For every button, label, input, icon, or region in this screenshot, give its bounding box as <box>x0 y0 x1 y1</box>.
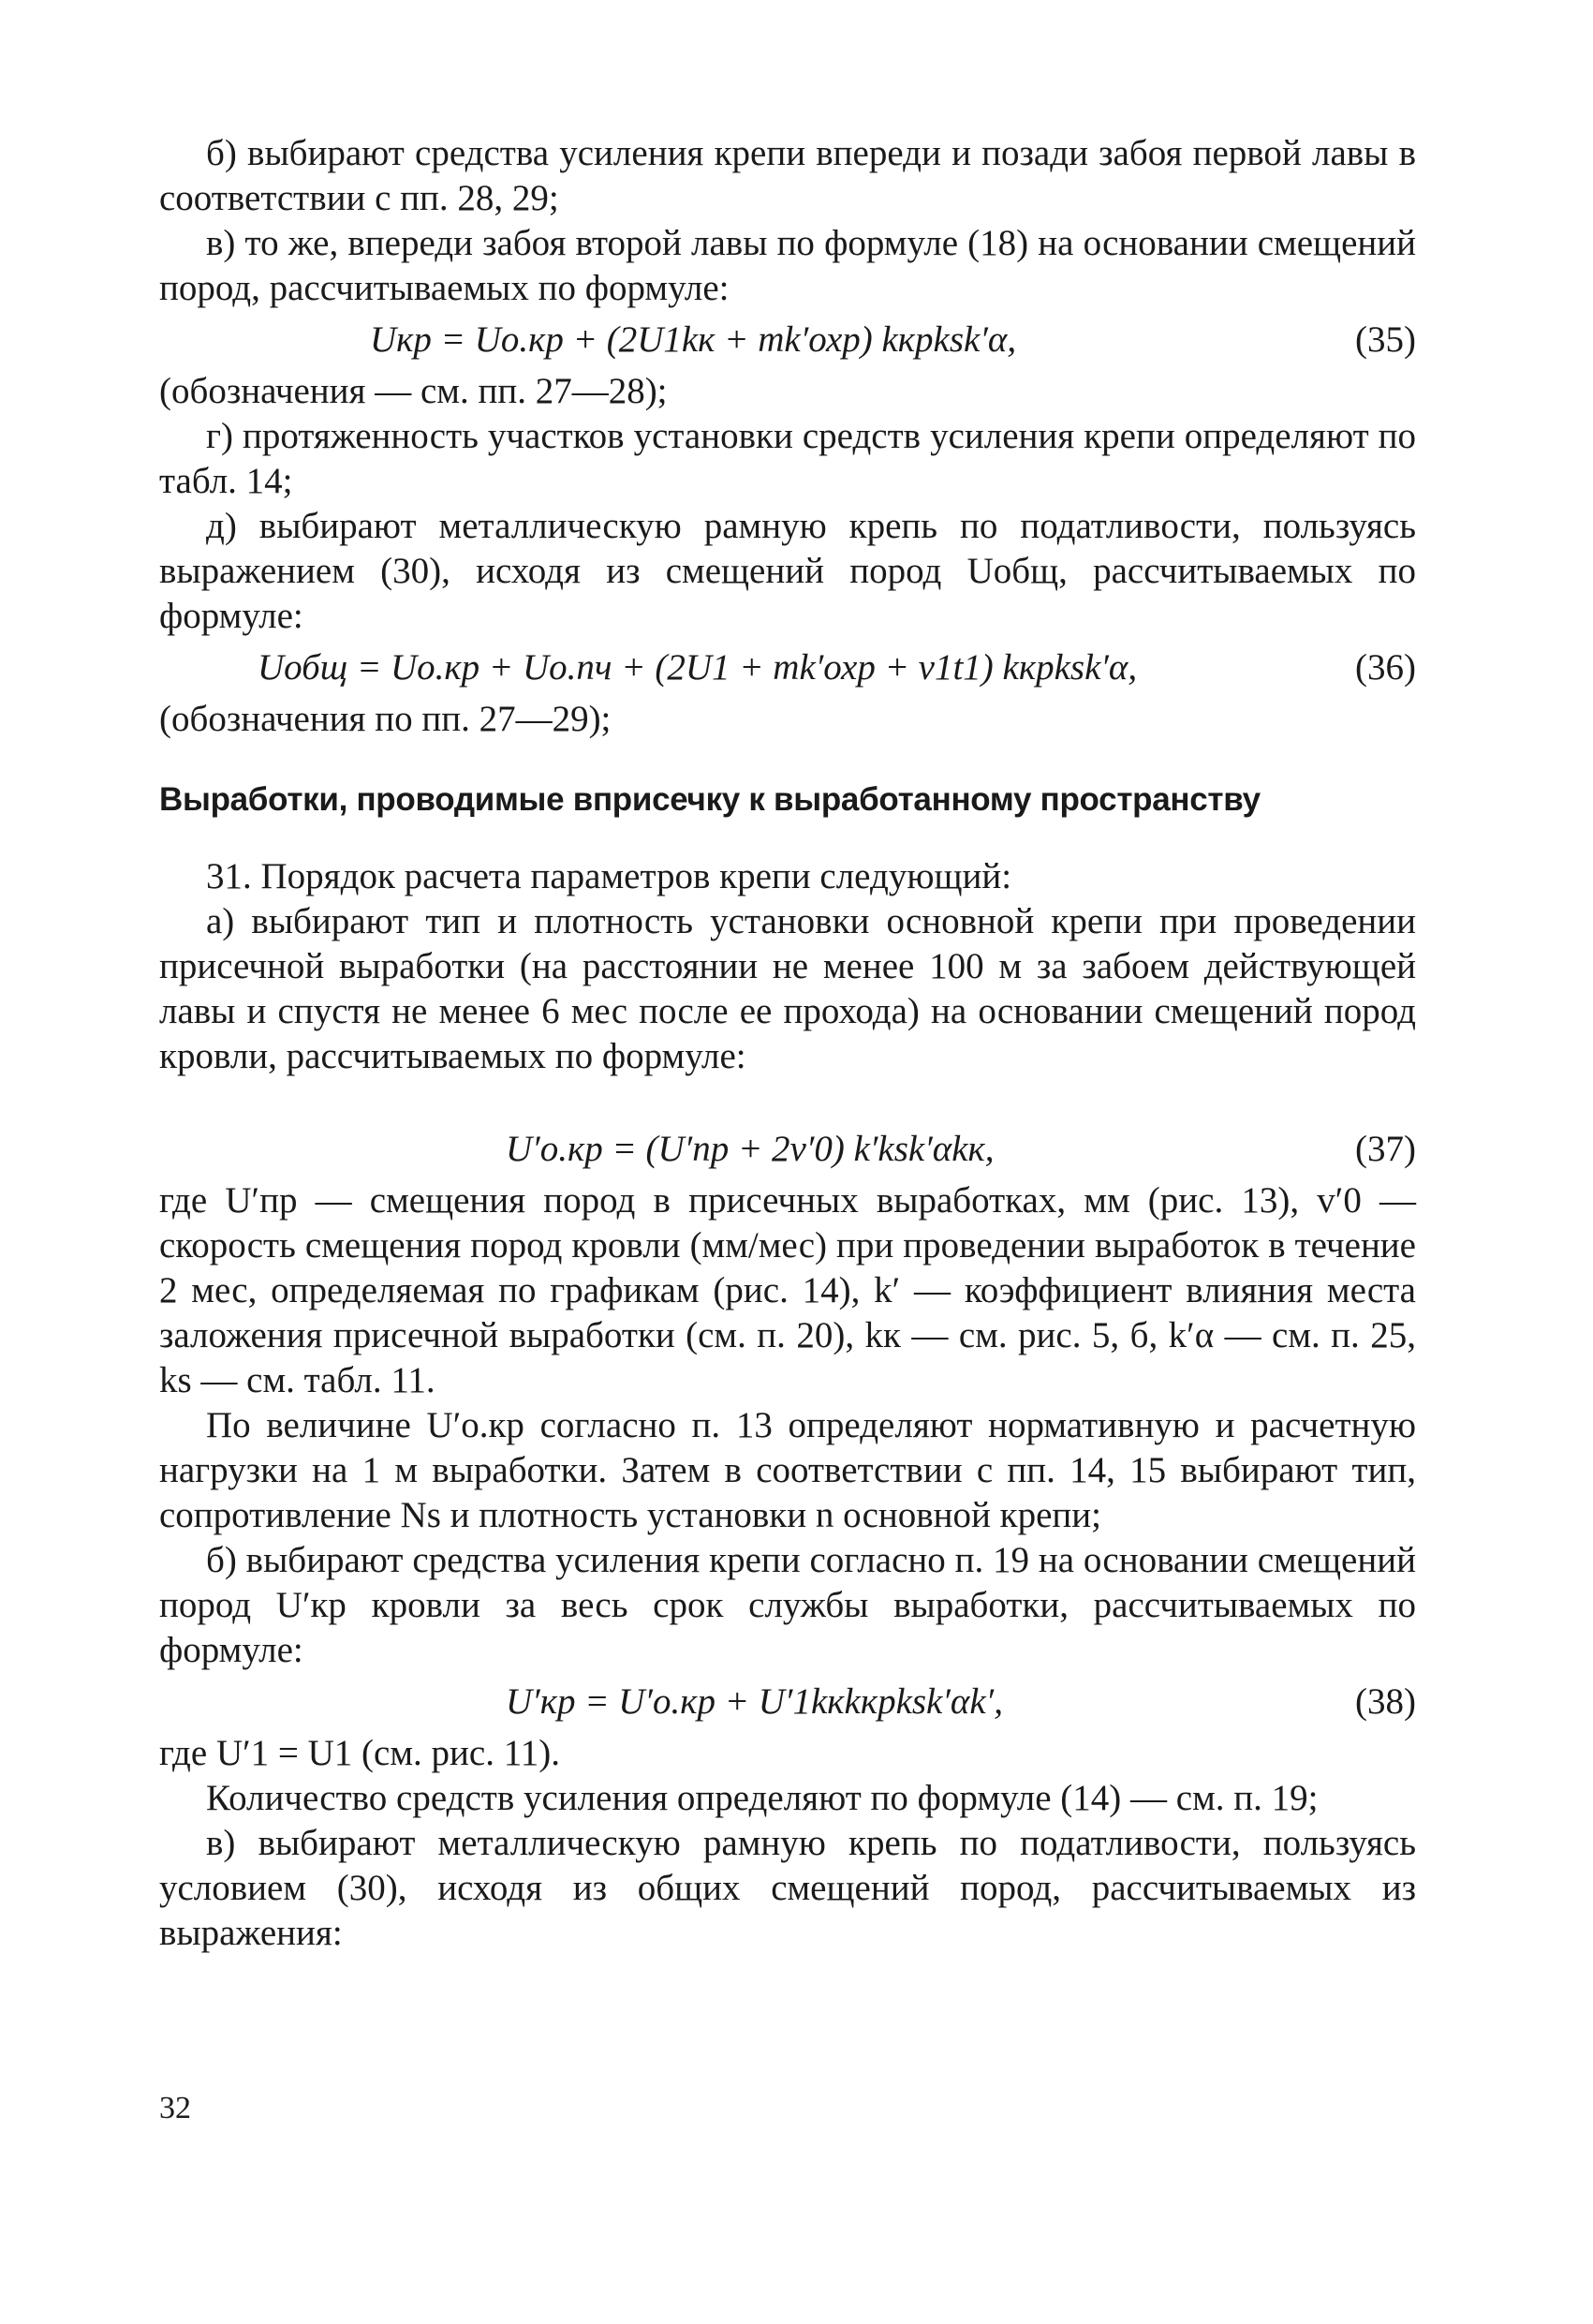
formula-38-number: (38) <box>1355 1681 1416 1722</box>
formula-35-expression: Uкр = Uо.кр + (2U1kк + mk′охр) kкрksk′α, <box>370 319 1017 360</box>
paragraph-where2: где U′1 = U1 (см. рис. 11). <box>159 1733 561 1773</box>
paragraph-b2: б) выбирают средства усиления крепи согласно п. 19 на основании смещений пород U′кр кровли за весь срок службы выработки, рассчитываемых по формуле: <box>159 1540 1416 1670</box>
formula-36-number: (36) <box>1355 647 1416 688</box>
formula-38-expression: U′кр = U′о.кр + U′1kкkкрksk′αk′, <box>506 1681 1003 1722</box>
paragraph-quantity: Количество средств усиления определяют по формуле (14) — см. п. 19; <box>206 1778 1319 1818</box>
paragraph-byvalue: По величине U′о.кр согласно п. 13 определяют нормативную и расчетную нагрузки на 1 м выработки. Затем в соответствии с пп. 14, 15 выбирают тип, сопротивление Ns и плотность установки n основной крепи; <box>159 1405 1416 1535</box>
formula-37 <box>159 1124 1416 1175</box>
section-heading: Выработки, проводимые вприсечку к выработанному пространству <box>159 781 1261 818</box>
paragraph-b1: б) выбирают средства усиления крепи впереди и позади забоя первой лавы в соответствии с пп. 28, 29; <box>159 133 1416 218</box>
paragraph-where1: где U′пр — смещения пород в присечных выработках, мм (рис. 13), v′0 — скорость смещения пород кровли (мм/мес) при проведении выработок в течение 2 мес, определяемая по графикам (рис. 14), k′ — коэффициент влияния места заложения присечной выработки (см. п. 20), kк — см. рис. 5, б, k′α — см. п. 25, ks — см. табл. 11. <box>159 1180 1416 1400</box>
paragraph-g1: г) протяженность участков установки средств усиления крепи определяют по табл. 14; <box>159 416 1416 501</box>
paragraph-v2: в) выбирают металлическую рамную крепь по податливости, пользуясь условием (30), исходя из общих смещений пород, рассчитываемых из выражения: <box>159 1823 1416 1953</box>
formula-36-expression: Uобщ = Uо.кр + Uо.пч + (2U1 + mk′охр + v1t1) kкрksk′α, <box>258 647 1138 688</box>
page-number: 32 <box>159 2091 191 2125</box>
paragraph-d1: д) выбирают металлическую рамную крепь по податливости, пользуясь выражением (30), исходя из смещений пород Uобщ, рассчитываемых по формуле: <box>159 506 1416 636</box>
formula-35-number: (35) <box>1355 319 1416 360</box>
paragraph-31: 31. Порядок расчета параметров крепи следующий: <box>206 856 1012 896</box>
paragraph-v1: в) то же, впереди забоя второй лавы по формуле (18) на основании смещений пород, рассчитываемых по формуле: <box>159 223 1416 308</box>
formula-36 <box>159 643 1416 693</box>
formula-37-expression: U′о.кр = (U′пр + 2v′0) k′ksk′αkк, <box>506 1129 995 1169</box>
formula-38 <box>159 1677 1416 1727</box>
paragraph-a2: а) выбирают тип и плотность установки основной крепи при проведении присечной выработки (на расстоянии не менее 100 м за забоем действующей лавы и спустя не менее 6 мес после ее прохода) на основании смещений пород кровли, рассчитываемых по формуле: <box>159 901 1416 1076</box>
paragraph-notation1: (обозначения — см. пп. 27—28); <box>159 371 668 411</box>
formula-35 <box>159 315 1416 365</box>
paragraph-notation2: (обозначения по пп. 27—29); <box>159 699 612 739</box>
page-content <box>159 131 1416 1956</box>
formula-37-number: (37) <box>1355 1129 1416 1169</box>
